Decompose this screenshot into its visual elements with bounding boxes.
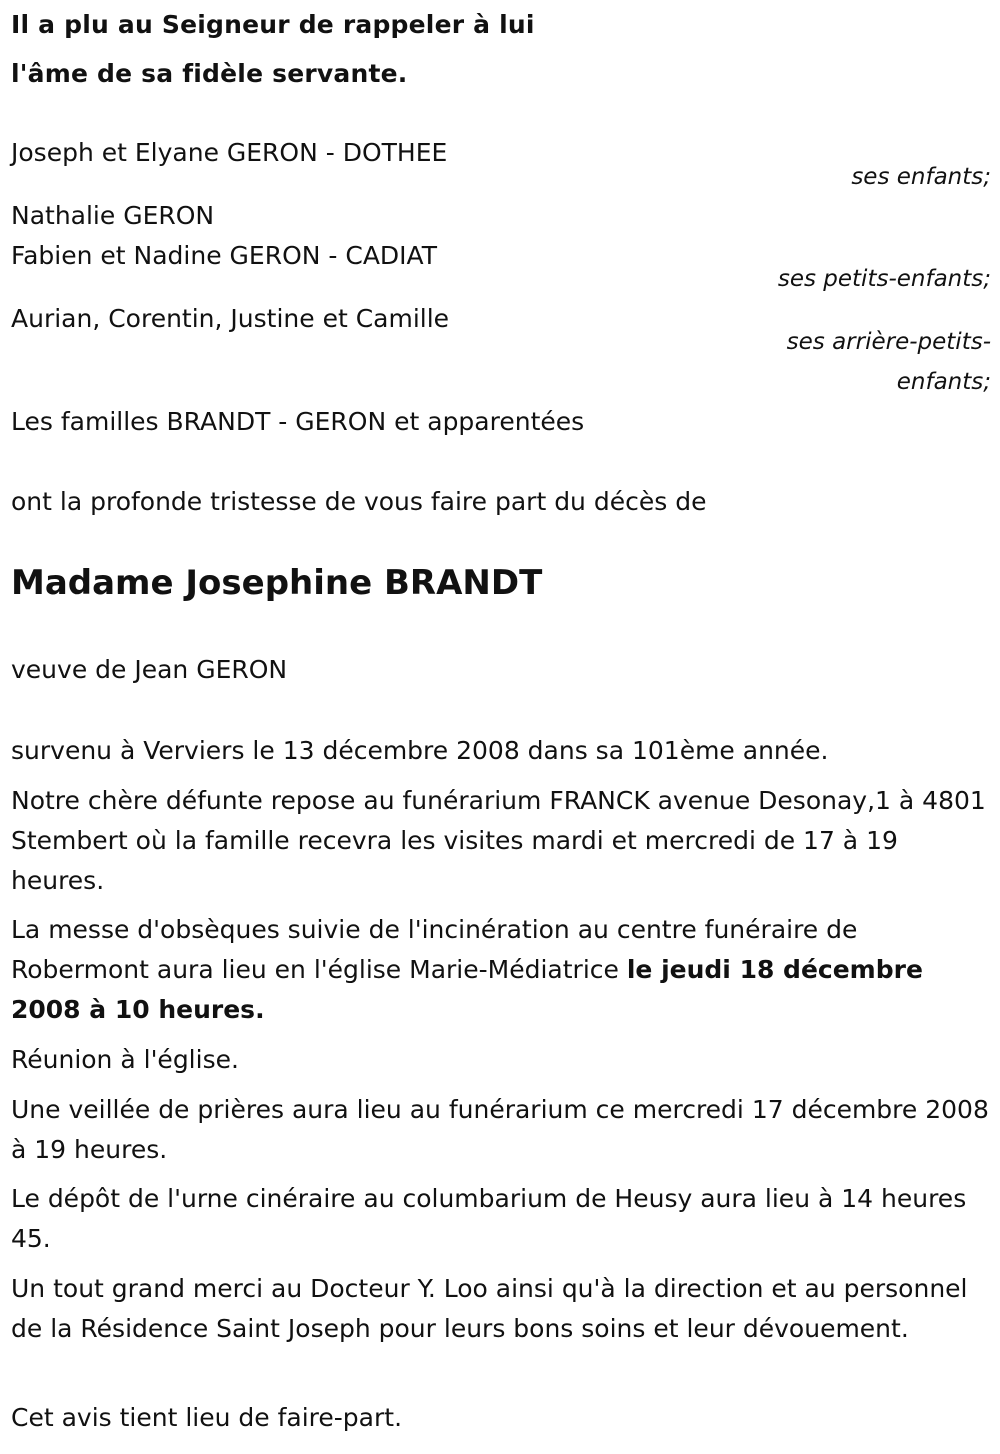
- announcement: ont la profonde tristesse de vous faire part du décès de: [11, 487, 707, 516]
- children-label: ses enfants;: [851, 164, 991, 190]
- great-grandchildren-label-1: ses arrière-petits-: [786, 329, 991, 355]
- mass-date: le jeudi 18 décembre 2008 à 10 heures.: [11, 955, 923, 1024]
- great-grandchildren-label-2: enfants;: [896, 369, 991, 395]
- mass-text: La messe d'obsèques suivie de l'incinération au centre funéraire de Robermont aura lieu en l'église Marie-Médiatrice: [11, 915, 858, 984]
- intro-line-1: Il a plu au Seigneur de rappeler à lui: [11, 10, 535, 39]
- families-line: Les familles BRANDT - GERON et apparentées: [11, 407, 585, 436]
- great-grandchildren-names: Aurian, Corentin, Justine et Camille: [11, 304, 450, 333]
- notice-info: Cet avis tient lieu de faire-part.: [11, 1403, 403, 1432]
- urn-info: Le dépôt de l'urne cinéraire au columbarium de Heusy aura lieu à 14 heures 45.: [11, 1184, 967, 1253]
- repose-info: Notre chère défunte repose au funérarium FRANCK avenue Desonay,1 à 4801 Stembert où la famille recevra les visites mardi et mercredi de 17 à 19 heures.: [11, 786, 986, 895]
- grandchildren-label: ses petits-enfants;: [777, 266, 991, 292]
- vigil-info: Une veillée de prières aura lieu au funérarium ce mercredi 17 décembre 2008 à 19 heures.: [11, 1095, 989, 1164]
- thanks-info: Un tout grand merci au Docteur Y. Loo ainsi qu'à la direction et au personnel de la Résidence Saint Joseph pour leurs bons soins et leur dévouement.: [11, 1274, 968, 1343]
- intro-line-2: l'âme de sa fidèle servante.: [11, 59, 408, 88]
- grandchild-2: Fabien et Nadine GERON - CADIAT: [11, 241, 437, 270]
- death-info: survenu à Verviers le 13 décembre 2008 dans sa 101ème année.: [11, 736, 829, 765]
- widow-of: veuve de Jean GERON: [11, 655, 288, 684]
- deceased-name: Madame Josephine BRANDT: [11, 563, 543, 603]
- reunion-info: Réunion à l'église.: [11, 1045, 239, 1074]
- grandchild-1: Nathalie GERON: [11, 201, 215, 230]
- mass-info: [11, 910, 991, 1030]
- children-names: Joseph et Elyane GERON - DOTHEE: [11, 138, 448, 167]
